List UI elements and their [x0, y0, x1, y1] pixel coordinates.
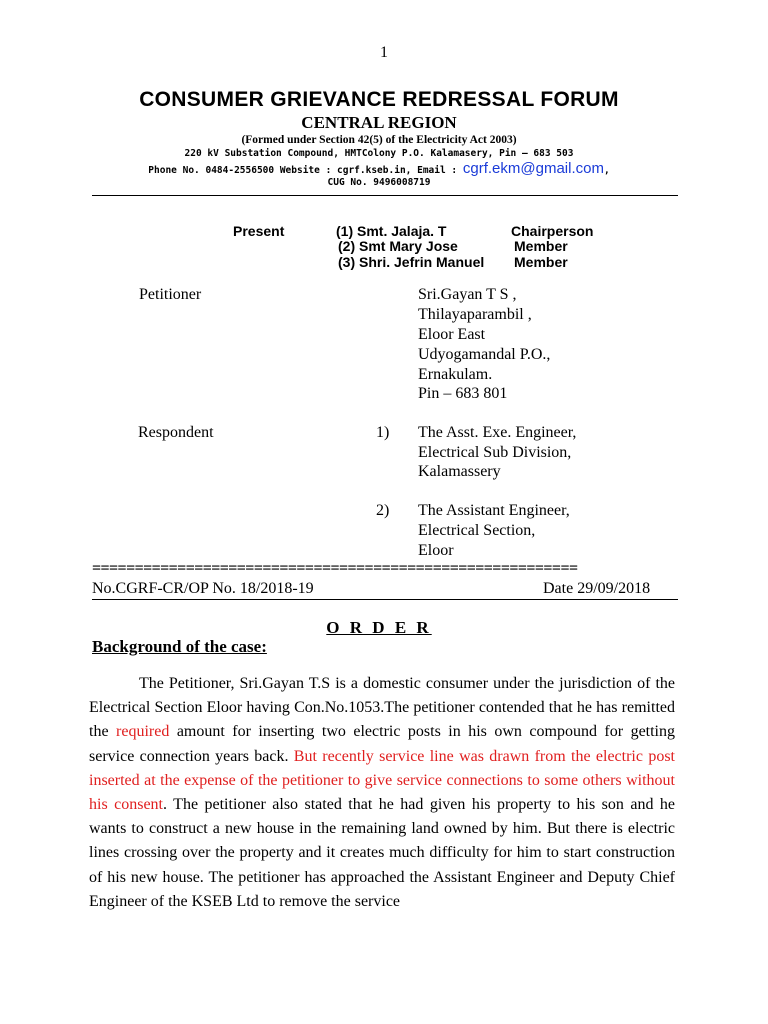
- petitioner-line: Ernakulam.: [418, 366, 493, 383]
- respondent-line: Kalamassery: [418, 463, 501, 480]
- petitioner-line: Thilayaparambil ,: [418, 306, 532, 323]
- petitioner-label: Petitioner: [139, 286, 202, 303]
- body-highlight-2: But recently service line was drawn from the electric post inserted at the expense of the petitioner to give service connections to some others without his consent: [89, 747, 675, 814]
- respondent-line: The Assistant Engineer,: [418, 502, 570, 519]
- respondent-line: The Asst. Exe. Engineer,: [418, 424, 577, 441]
- page-number: 1: [380, 44, 388, 61]
- member-name-1: (1) Smt. Jalaja. T: [336, 223, 447, 239]
- respondent-line: Electrical Section,: [418, 522, 536, 539]
- respondent-line: Electrical Sub Division,: [418, 444, 572, 461]
- order-date: Date 29/09/2018: [543, 580, 651, 597]
- petitioner-line: Udyogamandal P.O.,: [418, 346, 551, 363]
- petitioner-line: Sri.Gayan T S ,: [418, 286, 517, 303]
- case-number: No.CGRF-CR/OP No. 18/2018-19: [92, 580, 314, 597]
- member-name-2: (2) Smt Mary Jose: [338, 238, 458, 254]
- present-label: Present: [233, 223, 285, 239]
- contact-suffix: ,: [603, 165, 610, 176]
- forum-title: CONSUMER GRIEVANCE REDRESSAL FORUM: [139, 88, 619, 111]
- header-divider: [92, 195, 678, 196]
- background-heading: Background of the case:: [92, 637, 267, 656]
- body-highlight-1: required: [116, 723, 170, 741]
- respondent-number-2: 2): [376, 502, 390, 519]
- respondent-label: Respondent: [138, 424, 214, 441]
- region-title: CENTRAL REGION: [301, 113, 457, 132]
- body-paragraph: [89, 672, 675, 914]
- order-heading: O R D E R: [326, 618, 432, 637]
- formed-under-note: (Formed under Section 42(5) of the Electricity Act 2003): [241, 134, 517, 146]
- respondent-line: Eloor: [418, 542, 454, 559]
- cug-number: CUG No. 9496008719: [327, 177, 431, 188]
- respondent-number-1: 1): [376, 424, 390, 441]
- body-text-3: . The petitioner also stated that he had given his property to his son and he wants to construct a new house in the remaining land owned by him. But there is electric lines crossing over the property and it creates much difficulty for him to start construction of his new house. The petitioner has approached the Assistant Engineer and Deputy Chief Engineer of the KSEB Ltd to remove the service: [89, 796, 676, 910]
- member-name-3: (3) Shri. Jefrin Manuel: [338, 254, 485, 270]
- member-role-2: Member: [514, 238, 568, 254]
- member-role-1: Chairperson: [511, 223, 594, 239]
- body-text-2: amount for inserting two electric posts in his own compound for getting service connection years back.: [89, 723, 676, 765]
- case-divider: [92, 599, 678, 600]
- email-link[interactable]: cgrf.ekm@gmail.com: [462, 160, 604, 177]
- contact-line: [0, 160, 758, 177]
- forum-address: 220 kV Substation Compound, HMTColony P.O. Kalamasery, Pin – 683 503: [184, 148, 574, 159]
- member-role-3: Member: [514, 254, 568, 270]
- double-separator: =========================================================: [92, 560, 578, 577]
- petitioner-line: Pin – 683 801: [418, 385, 508, 402]
- contact-prefix: Phone No. 0484-2556500 Website : cgrf.kseb.in, Email :: [148, 165, 458, 176]
- petitioner-line: Eloor East: [418, 326, 486, 343]
- body-text-1: The Petitioner, Sri.Gayan T.S is a domestic consumer under the jurisdiction of the Electrical Section Eloor having Con.No.1053.The petitioner contended that he has remitted the: [89, 675, 675, 741]
